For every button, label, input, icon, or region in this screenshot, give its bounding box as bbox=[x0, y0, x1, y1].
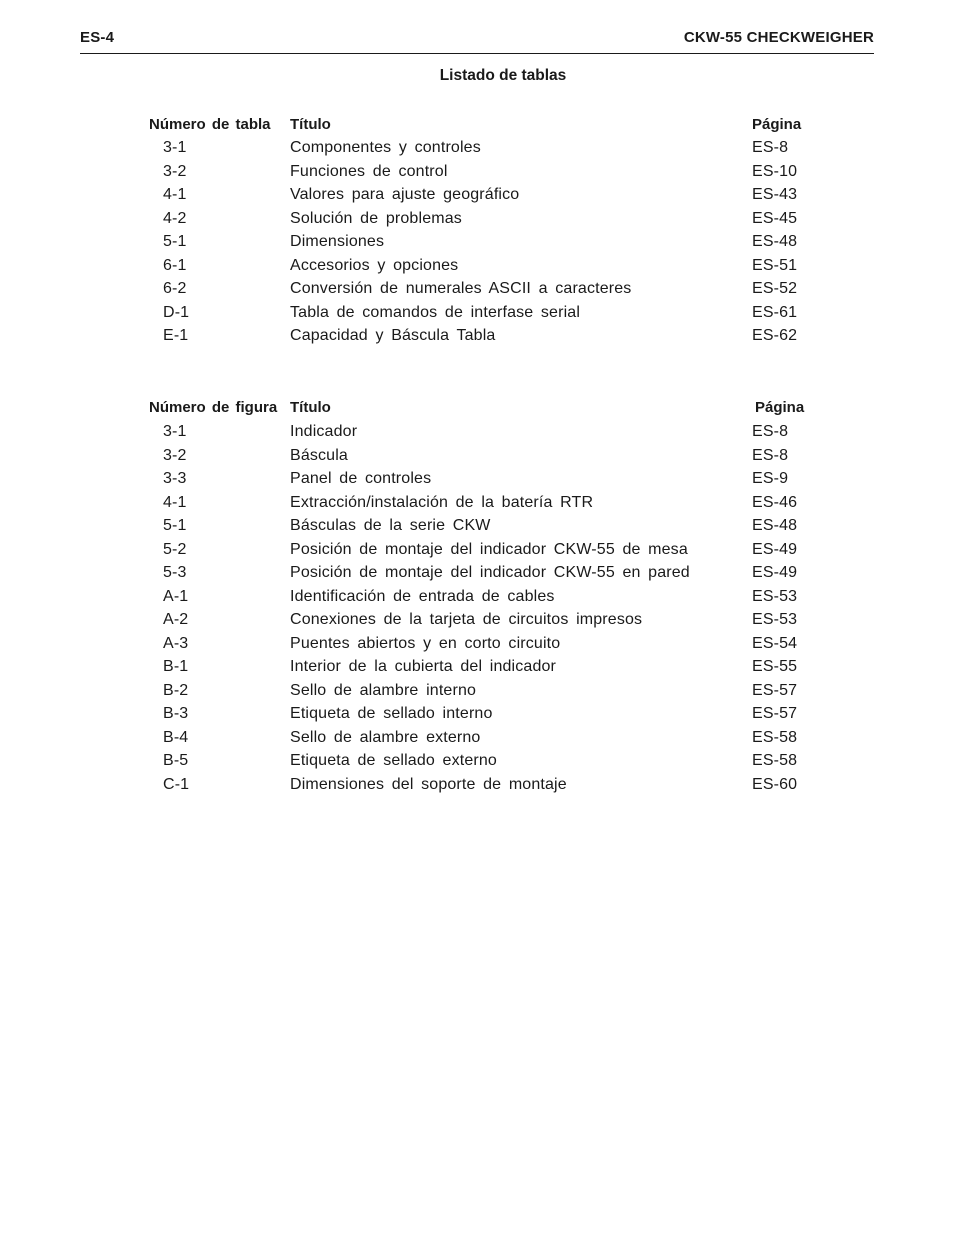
table-entry-row bbox=[0, 183, 954, 207]
figure-entry-number: 4-1 bbox=[163, 493, 187, 511]
figure-entry-row bbox=[0, 726, 954, 750]
table-entry-number: 4-1 bbox=[163, 186, 187, 203]
figure-entry-page: ES-53 bbox=[752, 587, 798, 605]
figure-entry-row bbox=[0, 467, 954, 491]
figure-entry-number: 5-1 bbox=[163, 517, 187, 534]
figure-entry-number: A-3 bbox=[163, 634, 189, 652]
figure-entry-number: B-4 bbox=[163, 728, 189, 746]
table-entry-row bbox=[0, 230, 954, 254]
table-entry-title: Solución de problemas bbox=[290, 209, 462, 227]
figure-entry-title: Sello de alambre interno bbox=[290, 681, 477, 699]
figure-entry-row bbox=[0, 749, 954, 773]
figure-entry-page: ES-60 bbox=[752, 775, 798, 793]
table-entry-title: Funciones de control bbox=[290, 162, 448, 180]
table-entry-row bbox=[0, 277, 954, 301]
table-entry-row bbox=[0, 207, 954, 231]
figure-entry-page: ES-48 bbox=[752, 517, 798, 534]
figure-entry-row bbox=[0, 538, 954, 562]
figure-entry-number: 3-3 bbox=[163, 470, 187, 487]
figures-number-heading: Número de figura bbox=[149, 399, 278, 416]
table-entry-page: ES-51 bbox=[752, 256, 798, 274]
figure-entry-page: ES-58 bbox=[752, 728, 798, 746]
table-entry-title: Valores para ajuste geográfico bbox=[290, 186, 520, 203]
figure-entry-row bbox=[0, 679, 954, 703]
table-entry-page: ES-8 bbox=[752, 139, 789, 156]
table-entry-number: 6-1 bbox=[163, 256, 187, 274]
figure-entry-title: Etiqueta de sellado interno bbox=[290, 705, 493, 722]
table-entry-row bbox=[0, 136, 954, 160]
table-entry-page: ES-52 bbox=[752, 280, 798, 297]
table-entry-title: Tabla de comandos de interfase serial bbox=[290, 303, 581, 321]
figure-entry-page: ES-9 bbox=[752, 470, 789, 487]
table-entry-title: Componentes y controles bbox=[290, 139, 481, 156]
table-entry-row bbox=[0, 160, 954, 184]
table-entry-page: ES-62 bbox=[752, 327, 798, 344]
figure-entry-number: 3-1 bbox=[163, 423, 187, 440]
table-entry-number: D-1 bbox=[163, 303, 190, 321]
figure-entry-number: 5-2 bbox=[163, 540, 187, 558]
tables-title-heading: Título bbox=[290, 116, 331, 133]
figure-entry-title: Etiqueta de sellado externo bbox=[290, 752, 497, 769]
table-entry-page: ES-10 bbox=[752, 162, 798, 180]
table-entry-number: 3-1 bbox=[163, 139, 187, 156]
figure-entry-row bbox=[0, 632, 954, 656]
figure-entry-page: ES-57 bbox=[752, 681, 798, 699]
section-title: Listado de tablas bbox=[439, 67, 567, 84]
table-entry-page: ES-61 bbox=[752, 303, 798, 321]
tables-page-heading: Página bbox=[752, 116, 802, 133]
figure-entry-title: Interior de la cubierta del indicador bbox=[290, 658, 557, 675]
figure-entry-row bbox=[0, 773, 954, 797]
figure-entry-page: ES-49 bbox=[752, 564, 798, 581]
figure-entry-row bbox=[0, 444, 954, 468]
figure-entry-page: ES-53 bbox=[752, 611, 798, 628]
figure-entry-number: 3-2 bbox=[163, 446, 187, 464]
header-rule bbox=[80, 53, 874, 54]
table-entry-page: ES-48 bbox=[752, 233, 798, 250]
figure-entry-title: Sello de alambre externo bbox=[290, 728, 481, 746]
figure-entry-title: Identificación de entrada de cables bbox=[290, 587, 555, 605]
figure-entry-title: Extracción/instalación de la batería RTR bbox=[290, 493, 594, 511]
table-entry-row bbox=[0, 301, 954, 325]
figure-entry-page: ES-57 bbox=[752, 705, 798, 722]
figure-entry-page: ES-46 bbox=[752, 493, 798, 511]
table-entry-row bbox=[0, 254, 954, 278]
figure-entry-page: ES-8 bbox=[752, 446, 789, 464]
figure-entry-page: ES-49 bbox=[752, 540, 798, 558]
table-entry-number: 5-1 bbox=[163, 233, 187, 250]
figures-header-row bbox=[0, 396, 954, 420]
figure-entry-page: ES-58 bbox=[752, 752, 798, 769]
figure-entry-number: A-2 bbox=[163, 611, 189, 628]
table-entry-page: ES-43 bbox=[752, 186, 798, 203]
figure-entry-title: Báscula bbox=[290, 446, 348, 464]
figure-entry-number: B-3 bbox=[163, 705, 189, 722]
figure-entry-row bbox=[0, 702, 954, 726]
tables-header-row bbox=[0, 113, 954, 137]
figure-entry-page: ES-8 bbox=[752, 423, 789, 440]
table-entry-page: ES-45 bbox=[752, 209, 798, 227]
figure-entry-number: 5-3 bbox=[163, 564, 187, 581]
figure-entry-row bbox=[0, 655, 954, 679]
figure-entry-row bbox=[0, 608, 954, 632]
table-entry-row bbox=[0, 324, 954, 348]
figure-entry-title: Panel de controles bbox=[290, 470, 432, 487]
table-entry-number: 4-2 bbox=[163, 209, 187, 227]
figure-entry-title: Puentes abiertos y en corto circuito bbox=[290, 634, 561, 652]
table-entry-title: Accesorios y opciones bbox=[290, 256, 459, 274]
figure-entry-row bbox=[0, 585, 954, 609]
table-entry-title: Capacidad y Báscula Tabla bbox=[290, 327, 496, 344]
table-entry-number: 6-2 bbox=[163, 280, 187, 297]
table-entry-number: 3-2 bbox=[163, 162, 187, 180]
figure-entry-number: A-1 bbox=[163, 587, 189, 605]
document-title: CKW-55 CHECKWEIGHER bbox=[683, 29, 874, 46]
figure-entry-number: B-1 bbox=[163, 658, 189, 675]
table-entry-title: Conversión de numerales ASCII a caracteres bbox=[290, 280, 632, 297]
figure-entry-number: C-1 bbox=[163, 775, 190, 793]
figure-entry-title: Posición de montaje del indicador CKW-55 de mesa bbox=[290, 540, 688, 558]
figure-entry-title: Posición de montaje del indicador CKW-55 en pared bbox=[290, 564, 690, 581]
figure-entry-number: B-5 bbox=[163, 752, 189, 769]
page-number: ES-4 bbox=[80, 29, 115, 46]
figure-entry-title: Básculas de la serie CKW bbox=[290, 517, 491, 534]
figure-entry-number: B-2 bbox=[163, 681, 189, 699]
figures-page-heading: Página bbox=[755, 399, 805, 416]
tables-number-heading: Número de tabla bbox=[149, 116, 271, 133]
figure-entry-title: Conexiones de la tarjeta de circuitos impresos bbox=[290, 611, 643, 628]
figure-entry-row bbox=[0, 420, 954, 444]
figure-entry-row bbox=[0, 561, 954, 585]
figure-entry-page: ES-54 bbox=[752, 634, 798, 652]
figure-entry-row bbox=[0, 491, 954, 515]
table-entry-number: E-1 bbox=[163, 327, 189, 344]
figure-entry-page: ES-55 bbox=[752, 658, 798, 675]
figures-title-heading: Título bbox=[290, 399, 331, 416]
table-entry-title: Dimensiones bbox=[290, 233, 385, 250]
figure-entry-row bbox=[0, 514, 954, 538]
figure-entry-title: Dimensiones del soporte de montaje bbox=[290, 775, 567, 793]
figure-entry-title: Indicador bbox=[290, 423, 358, 440]
